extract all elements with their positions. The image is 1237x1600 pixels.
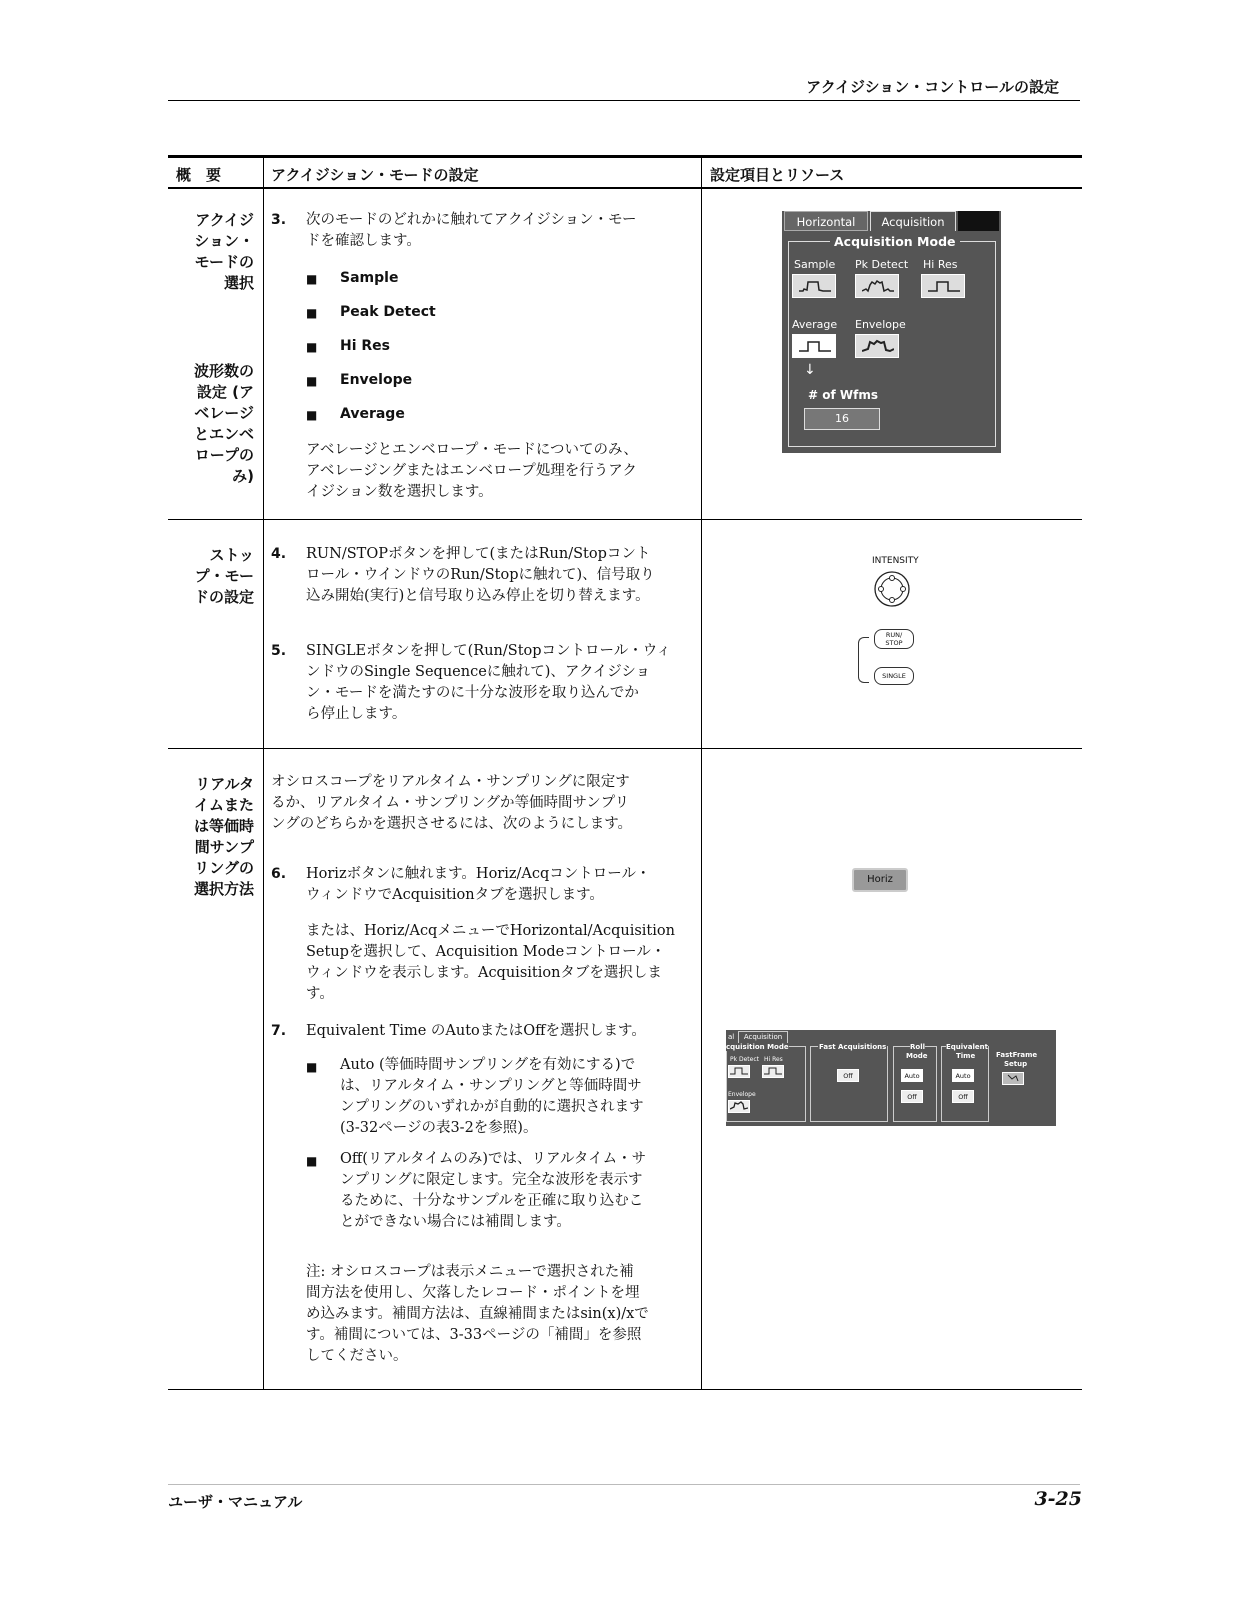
pk-detect-button[interactable] bbox=[855, 274, 899, 298]
column-header-procedure: アクイジション・モードの設定 bbox=[271, 166, 479, 184]
step-number: 7. bbox=[271, 1023, 287, 1039]
acquisition-mode-panel bbox=[782, 211, 1001, 453]
table-top-rule bbox=[168, 155, 1082, 158]
step-5-text: SINGLEボタンを押して(Run/Stopコントロール・ウィ ンドウのSingle Sequenceに触れて)、アクイジショ ン・モードを満たすのに十分な波形を取り込んでか ら停止します。 bbox=[306, 643, 671, 722]
row-divider bbox=[168, 748, 1082, 749]
step-7-text: Equivalent Time のAutoまたはOffを選択します。 bbox=[306, 1023, 646, 1039]
group-title: Acquisition Mode bbox=[830, 234, 960, 249]
bullet-icon: ■ bbox=[306, 306, 318, 320]
sample-label: Sample bbox=[794, 258, 836, 271]
acquisition-tab-panel bbox=[726, 1030, 1056, 1126]
category-stop-mode: ストッ プ・モー ドの設定 bbox=[193, 546, 254, 606]
hi-res-button[interactable] bbox=[762, 1065, 784, 1078]
equivalent-off-button[interactable]: Off bbox=[952, 1090, 974, 1103]
category-acquisition-mode: アクイジ ション・ モードの 選択 bbox=[194, 211, 254, 292]
step-6-text: Horizボタンに触れます。Horiz/Acqコントロール・ ウィンドウでAcquisitionタブを選択します。 bbox=[306, 866, 651, 903]
running-header: アクイジション・コントロールの設定 bbox=[806, 78, 1059, 96]
down-arrow-icon: ↓ bbox=[804, 362, 816, 378]
fastframe-icon bbox=[1004, 1073, 1022, 1083]
step-number: 5. bbox=[271, 643, 287, 659]
page-number: 3-25 bbox=[1034, 1488, 1082, 1510]
mode-label: Mode bbox=[906, 1052, 928, 1060]
envelope-label: Envelope bbox=[855, 318, 906, 331]
sampling-intro: オシロスコープをリアルタイム・サンプリングに限定す るか、リアルタイム・サンプリングか等価時間サンプリ ングのどちらかを選択させるには、次のようにします。 bbox=[271, 774, 633, 832]
off-bullet-text: Off(リアルタイムのみ)では、リアルタイム・サ ンプリングに限定します。完全な波形を表示す るために、十分なサンプルを正確に取り込むこ とができない場合には補間します。 bbox=[340, 1151, 647, 1230]
tab-strip-filler bbox=[958, 211, 999, 231]
fastframe-setup-button[interactable] bbox=[1002, 1072, 1024, 1085]
wfms-label: # of Wfms bbox=[808, 388, 878, 402]
average-label: Average bbox=[792, 318, 838, 331]
hi-res-label: Hi Res bbox=[764, 1056, 783, 1063]
envelope-button[interactable] bbox=[728, 1100, 750, 1113]
equivalent-auto-button[interactable]: Auto bbox=[952, 1069, 974, 1082]
interpolation-note: 注: オシロスコープは表示メニューで選択された補 間方法を使用し、欠落したレコード・ポイントを埋 め込みます。補間方法は、直線補間またはsin(x)/xで す。補間については、3-33ページの「補間」を参照 してください。 bbox=[306, 1264, 649, 1364]
pk-detect-label: Pk Detect bbox=[855, 258, 909, 271]
mode-hi-res: Hi Res bbox=[340, 338, 390, 354]
bullet-icon: ■ bbox=[306, 272, 318, 286]
envelope-waveform-icon bbox=[730, 1101, 748, 1110]
acquisition-mode-title: cquisition Mode bbox=[726, 1043, 789, 1051]
bullet-icon: ■ bbox=[306, 408, 318, 422]
table-bottom-rule bbox=[168, 1389, 1082, 1390]
bullet-icon: ■ bbox=[306, 374, 318, 388]
button-bracket bbox=[858, 637, 869, 683]
bullet-icon: ■ bbox=[306, 340, 318, 354]
mode-average: Average bbox=[340, 406, 405, 422]
bullet-icon: ■ bbox=[306, 1154, 318, 1168]
footer-manual-title: ユーザ・マニュアル bbox=[168, 1493, 303, 1511]
roll-label: Roll bbox=[910, 1043, 925, 1051]
run-stop-button[interactable]: RUN/ STOP bbox=[874, 629, 914, 649]
tab-horizontal[interactable]: Horizontal bbox=[784, 211, 868, 231]
column-header-resources: 設定項目とリソース bbox=[710, 166, 845, 184]
envelope-waveform-icon bbox=[862, 339, 894, 353]
fast-acquisitions-group bbox=[810, 1046, 888, 1122]
hi-res-button[interactable] bbox=[921, 274, 965, 298]
tab-acquisition[interactable]: Acquisition bbox=[870, 211, 956, 231]
sample-waveform-icon bbox=[799, 279, 831, 293]
time-label: Time bbox=[956, 1052, 976, 1060]
fast-acquisitions-title: Fast Acquisitions bbox=[819, 1043, 887, 1051]
step-number: 6. bbox=[271, 866, 287, 882]
category-realtime-equivalent: リアルタ イムまた は等価時 間サンプ リングの 選択方法 bbox=[193, 775, 254, 898]
step-4-text: RUN/STOPボタンを押して(またはRun/Stopコント ロール・ウインドウのRun/Stopに触れて)、信号取り 込み開始(実行)と信号取り込み停止を切り替えます。 bbox=[306, 546, 655, 604]
row-divider bbox=[168, 519, 1082, 520]
mode-sample: Sample bbox=[340, 270, 399, 286]
mode-envelope: Envelope bbox=[340, 372, 413, 388]
column-divider bbox=[263, 155, 264, 1389]
bullet-icon: ■ bbox=[306, 1060, 318, 1074]
tab-horizontal-partial[interactable]: al bbox=[728, 1033, 735, 1041]
envelope-label: Envelope bbox=[728, 1091, 756, 1098]
hi-res-label: Hi Res bbox=[923, 258, 958, 271]
envelope-button[interactable] bbox=[855, 334, 899, 358]
sample-button[interactable] bbox=[792, 274, 836, 298]
category-waveform-count: 波形数の 設定 (ア ベレージ とエンベ ロープの み) bbox=[193, 362, 254, 485]
average-waveform-icon bbox=[799, 339, 831, 353]
setup-label: Setup bbox=[1004, 1060, 1028, 1068]
footer-rule bbox=[168, 1484, 1080, 1485]
step-number: 4. bbox=[271, 546, 287, 562]
tab-acquisition[interactable]: Acquisition bbox=[738, 1031, 788, 1043]
waveform-icon bbox=[764, 1066, 782, 1075]
equivalent-label: Equivalent bbox=[946, 1043, 988, 1051]
intensity-label: INTENSITY bbox=[872, 556, 919, 566]
intensity-knob-icon[interactable] bbox=[872, 569, 912, 609]
auto-bullet-text: Auto (等価時間サンプリングを有効にする)で は、リアルタイム・サンプリングと等価時間サ ンプリングのいずれかが自動的に選択されます (3-32ページの表3-2を参照)。 bbox=[340, 1057, 644, 1136]
single-button[interactable]: SINGLE bbox=[874, 667, 914, 685]
pk-detect-label: Pk Detect bbox=[730, 1056, 760, 1063]
roll-off-button[interactable]: Off bbox=[901, 1090, 923, 1103]
wfms-value-field[interactable]: 16 bbox=[804, 408, 880, 430]
header-rule bbox=[168, 100, 1080, 101]
roll-auto-button[interactable]: Auto bbox=[901, 1069, 923, 1082]
step-number: 3. bbox=[271, 212, 287, 228]
average-button[interactable] bbox=[792, 334, 836, 358]
waveform-icon bbox=[730, 1066, 748, 1075]
step-6-alternative: または、Horiz/AcqメニューでHorizontal/Acquisition Setupを選択して、Acquisition Modeコントロール・ ウィンドウを表示します。Acquisitionタブを選択しま す。 bbox=[306, 923, 675, 1002]
table-header-rule bbox=[168, 187, 1082, 189]
averaging-note: アベレージとエンベロープ・モードについてのみ、 アベレージングまたはエンベロープ処理を行うアク イジション数を選択します。 bbox=[306, 442, 638, 500]
pk-detect-button[interactable] bbox=[728, 1065, 750, 1078]
horiz-button[interactable]: Horiz bbox=[852, 868, 908, 892]
peak-detect-waveform-icon bbox=[862, 279, 894, 293]
hi-res-waveform-icon bbox=[928, 279, 960, 293]
step-3-text: 次のモードのどれかに触れてアクイジション・モー ドを確認します。 bbox=[306, 212, 637, 249]
fast-acq-off-button[interactable]: Off bbox=[837, 1069, 859, 1082]
column-divider bbox=[701, 155, 702, 1389]
fastframe-label: FastFrame bbox=[996, 1051, 1038, 1059]
mode-peak-detect: Peak Detect bbox=[340, 304, 436, 320]
column-header-overview: 概 要 bbox=[176, 166, 222, 184]
